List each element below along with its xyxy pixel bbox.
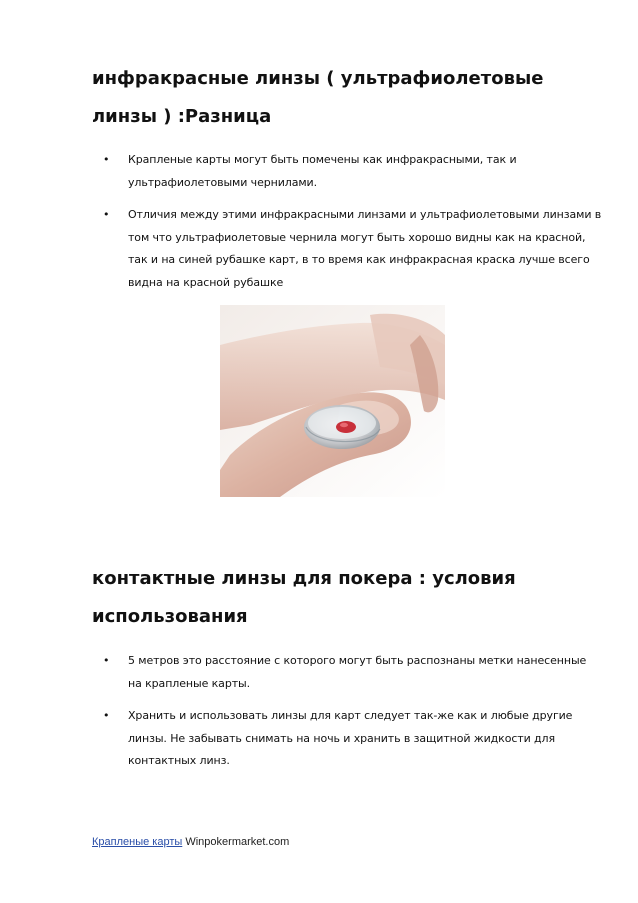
section2-heading: контактные линзы для покера : условия использования [92, 568, 516, 627]
list-item-text: 5 метров это расстояние с которого могут быть распознаны метки нанесенные на крапленые карты. [128, 654, 587, 690]
contact-lens-on-finger-photo [220, 305, 445, 497]
bullet-mark: • [103, 208, 110, 221]
list-item [92, 650, 602, 695]
section1-heading: инфракрасные линзы ( ультрафиолетовые линзы ) :Разница [92, 68, 544, 127]
bullet-mark: • [103, 709, 110, 722]
list-item [92, 705, 602, 773]
footer-link[interactable]: Крапленые карты [92, 836, 183, 848]
list-item-text: Хранить и использовать линзы для карт следует так-же как и любые другие линзы. Не забывать снимать на ночь и хранить в защитной жидкости для контактных линз. [128, 709, 573, 767]
list-item-text: Крапленые карты могут быть помечены как инфракрасными, так и ультрафиолетовыми чернилами. [128, 153, 517, 189]
section2-bullet-list [92, 650, 602, 783]
list-item [92, 149, 602, 194]
footer-site: Winpokermarket.com [185, 836, 290, 848]
list-item [92, 204, 602, 294]
section1-bullet-list [92, 149, 602, 304]
bullet-mark: • [103, 153, 110, 166]
page-footer [92, 836, 289, 848]
list-item-text: Отличия между этими инфракрасными линзами и ультрафиолетовыми линзами в том что ультрафиолетовые чернила могут быть хорошо видны как на красной, так и на синей рубашке карт, в то время как инфракрасная краска лучше всего видна на красной рубашке [128, 208, 602, 289]
bullet-mark: • [103, 654, 110, 667]
